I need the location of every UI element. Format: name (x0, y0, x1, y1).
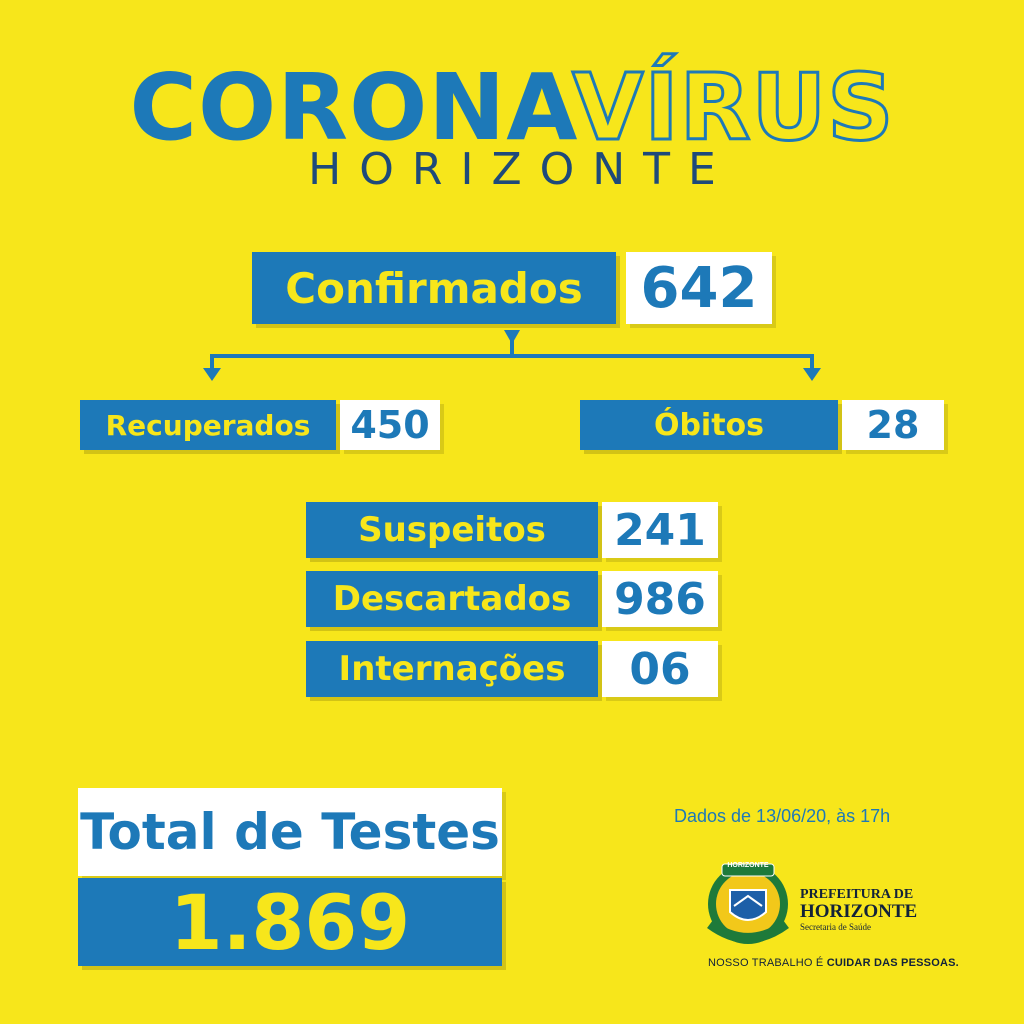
logo-line-horizonte: HORIZONTE (800, 901, 918, 922)
logo-line-secretaria: Secretaria de Saúde (800, 922, 871, 932)
tests-value (78, 878, 502, 966)
slogan (708, 957, 959, 969)
connector-left-arrow (203, 368, 221, 381)
hospitalized-value-text: 06 (629, 643, 691, 695)
title-word-corona: CORONA (129, 54, 573, 161)
recovered-value (340, 400, 440, 450)
hospitalized-value (602, 641, 718, 697)
discarded-label-text: Descartados (332, 579, 572, 619)
slogan-emphasis: CUIDAR DAS PESSOAS. (826, 957, 959, 969)
connector-bar (210, 354, 814, 358)
confirmed-label-text: Confirmados (285, 263, 583, 313)
hospitalized-label-text: Internações (338, 649, 566, 689)
discarded-label (306, 571, 598, 627)
recovered-label (80, 400, 336, 450)
logo-line-prefeitura: PREFEITURA DE (800, 887, 914, 902)
discarded-value (602, 571, 718, 627)
tests-label-text: Total de Testes (80, 803, 500, 861)
confirmed-label (252, 252, 616, 324)
seal-banner-text: HORIZONTE (727, 862, 769, 869)
deaths-value-text: 28 (866, 403, 920, 447)
tests-value-text: 1.869 (169, 877, 411, 967)
deaths-label (580, 400, 838, 450)
deaths-value (842, 400, 944, 450)
city-seal-icon (700, 858, 796, 948)
hospitalized-label (306, 641, 598, 697)
discarded-value-text: 986 (614, 573, 706, 625)
date-note: Dados de 13/06/20, às 17h (674, 806, 891, 826)
connector-stem (510, 330, 514, 356)
tests-label (78, 788, 502, 876)
deaths-label-text: Óbitos (653, 407, 765, 443)
slogan-prefix: NOSSO TRABALHO É (708, 957, 827, 969)
confirmed-value (626, 252, 772, 324)
branch-connector (190, 324, 840, 384)
suspected-label (306, 502, 598, 558)
suspected-label-text: Suspeitos (358, 510, 546, 550)
connector-right-arrow (803, 368, 821, 381)
suspected-value (602, 502, 718, 558)
recovered-label-text: Recuperados (105, 408, 311, 442)
title-word-virus: VÍRUS (572, 54, 895, 161)
page-subtitle: HORIZONTE (308, 144, 734, 195)
confirmed-value-text: 642 (640, 255, 758, 321)
recovered-value-text: 450 (350, 403, 430, 447)
page-title (0, 54, 1024, 161)
suspected-value-text: 241 (614, 504, 706, 556)
